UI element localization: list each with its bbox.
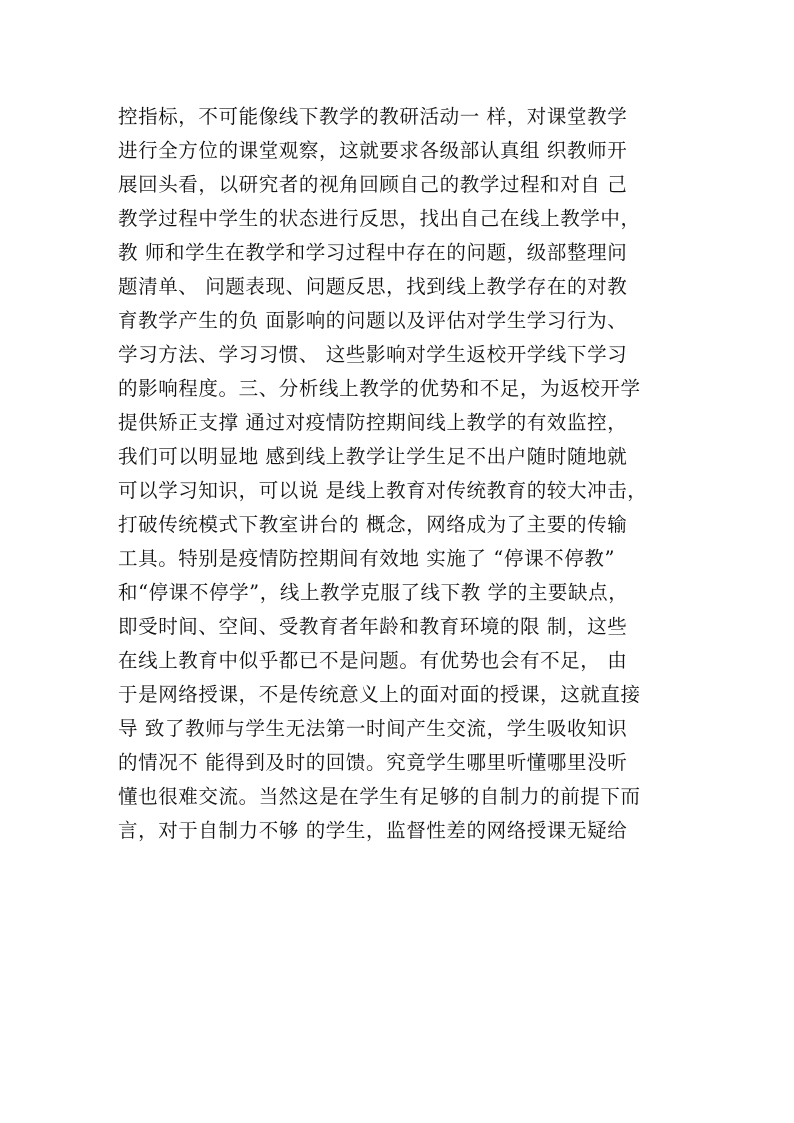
text-line: 控指标，不可能像线下教学的教研活动一 样，对课堂教学 [118,105,628,128]
text-line: 工具。特别是疫情防控期间有效地 实施了 “停课不停教” [118,547,616,570]
text-line: 在线上教育中似乎都已不是问题。有优势也会有不足， 由 [118,649,628,672]
text-line: 言，对于自制力不够 的学生，监督性差的网络授课无疑给 [118,819,628,842]
text-line: 进行全方位的课堂观察，这就要求各级部认真组 织教师开 [118,139,628,162]
text-line: 于是网络授课，不是传统意义上的面对面的授课，这就直接 [118,683,641,706]
text-line: 教学过程中学生的状态进行反思，找出自己在线上教学中， [118,207,641,230]
body-text [118,100,688,848]
text-line: 学习方法、学习习惯、 这些影响对学生返校开学线下学习 [118,343,628,366]
text-line: 和“停课不停学”，线上教学克服了线下教 学的主要缺点， [118,581,629,604]
text-line: 题清单、 问题表现、问题反思，找到线上教学存在的对教 [118,275,628,298]
text-line: 教 师和学生在教学和学习过程中存在的问题，级部整理问 [118,241,628,264]
text-line: 展回头看，以研究者的视角回顾自己的教学过程和对自 己 [118,173,628,196]
text-line: 的情况不 能得到及时的回馈。究竟学生哪里听懂哪里没听 [118,751,628,774]
text-line: 的影响程度。三、分析线上教学的优势和不足，为返校开学 [118,377,641,400]
text-line: 即受时间、空间、受教育者年龄和教育环境的限 制，这些 [118,615,628,638]
text-line: 我们可以明显地 感到线上教学让学生足不出户随时随地就 [118,445,628,468]
text-line: 提供矫正支撑 通过对疫情防控期间线上教学的有效监控， [118,411,628,434]
text-line: 懂也很难交流。当然这是在学生有足够的自制力的前提下而 [118,785,641,808]
text-line: 可以学习知识，可以说 是线上教育对传统教育的较大冲击， [118,479,648,502]
text-line: 打破传统模式下教室讲台的 概念，网络成为了主要的传输 [118,513,628,536]
text-line: 育教学产生的负 面影响的问题以及评估对学生学习行为、 [118,309,628,332]
text-line: 导 致了教师与学生无法第一时间产生交流，学生吸收知识 [118,717,628,740]
